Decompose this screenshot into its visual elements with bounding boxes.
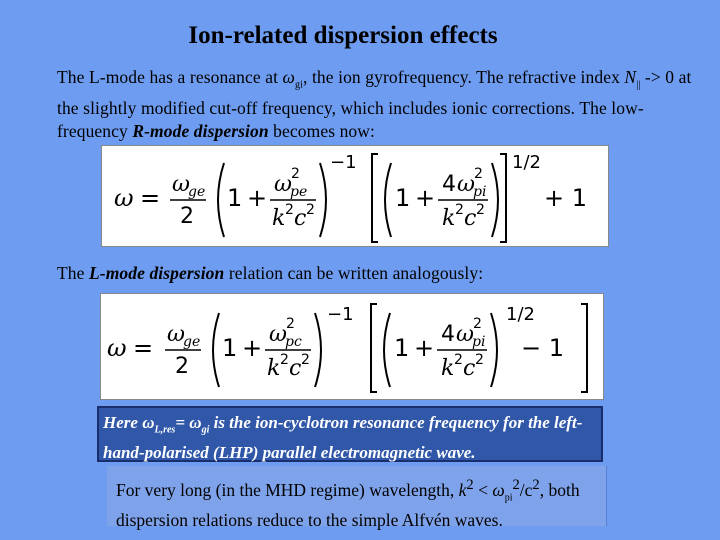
eq1-right-paren: [320, 163, 326, 237]
eq1-one-a: 1: [227, 184, 243, 212]
eq2-k-exp: 2: [280, 352, 289, 368]
eq2-two: 2: [175, 354, 189, 379]
l-mode-equation: [100, 293, 604, 400]
omega-symbol: ω: [282, 67, 296, 87]
conc-text-1: For very long (in the MHD regime) wavelength,: [116, 479, 459, 500]
eq2-omega-pc: ω: [269, 322, 287, 347]
eq1-plus-a: +: [247, 184, 268, 212]
eq1-outer-exp: −1: [330, 152, 357, 173]
eq1-equals: =: [140, 184, 161, 212]
eq2-right-paren: [315, 313, 321, 387]
eq1-omega-ge: ω: [172, 172, 190, 197]
r-mode-term: R-mode dispersion: [132, 120, 269, 141]
eq1-plus-b: +: [415, 184, 436, 212]
eq1-inner-right-paren: [492, 163, 498, 237]
eq1-ge-sub: ge: [188, 184, 206, 200]
eq2-pc-exp: 2: [286, 316, 295, 332]
eq1-k2-exp: 2: [455, 202, 464, 218]
slide-title: Ion-related dispersion effects: [188, 22, 498, 49]
conc-c-exp: 2: [532, 477, 540, 493]
l-mode-text-2: relation can be written analogously:: [224, 263, 484, 283]
eq2-omega: ω: [107, 334, 127, 362]
eq2-pi-sub: pi: [472, 334, 486, 350]
eq2-left-paren: [213, 313, 219, 387]
gi-subscript: gi: [295, 79, 303, 91]
eq2-omega-ge: ω: [167, 322, 185, 347]
eq1-c2-exp: 2: [476, 202, 485, 218]
conc-pi-sub: pi: [504, 492, 513, 504]
hl-text-1: Here: [103, 413, 143, 432]
eq2-k2-exp: 2: [454, 352, 463, 368]
l-mode-equation-svg: [101, 294, 603, 399]
eq2-tail: − 1: [521, 334, 565, 362]
eq1-c-exp: 2: [306, 202, 315, 218]
eq2-inner-left-paren: [384, 313, 390, 387]
l-mode-term: L-mode dispersion: [88, 263, 225, 283]
eq2-plus-b: +: [414, 334, 435, 362]
eq2-one-b: 1: [394, 334, 410, 362]
conclusion-box: [107, 466, 607, 531]
eq1-k2: k: [442, 206, 456, 231]
conc-lt: <: [473, 479, 493, 500]
resonance-highlight-box: [97, 406, 603, 462]
eq1-omega-pi: ω: [457, 172, 475, 197]
intro-text-4: becomes now:: [268, 120, 375, 141]
conc-text-2: , both dispersion relations reduce to the simple Alfvén waves.: [116, 479, 580, 531]
eq2-ge-sub: ge: [183, 334, 201, 350]
conc-slash-c: /c: [519, 479, 533, 500]
conc-k-exp: 2: [466, 477, 474, 493]
intro-text-3: -> 0 at the slightly modified cut-off frequency, which includes ionic corrections. The low-frequency: [57, 67, 692, 141]
eq1-two: 2: [180, 204, 194, 229]
eq1-k: k: [272, 206, 286, 231]
eq1-left-paren: [218, 163, 224, 237]
eq2-k: k: [267, 356, 281, 381]
eq1-pe-exp: 2: [291, 166, 300, 182]
l-mode-intro: [57, 262, 697, 285]
eq1-pe-sub: pe: [290, 184, 308, 200]
l-mode-text-1: The: [57, 263, 89, 283]
eq2-c-exp: 2: [301, 352, 310, 368]
eq1-half-exp: 1/2: [512, 152, 541, 173]
eq1-left-bracket: [372, 154, 378, 242]
eq2-pi-exp: 2: [473, 316, 482, 332]
eq2-half-exp: 1/2: [506, 304, 535, 325]
intro-text-1: The L-mode has a resonance at: [57, 67, 283, 87]
eq2-outer-exp: −1: [327, 304, 354, 325]
eq1-c2: c: [464, 206, 477, 231]
conc-omega: ω: [492, 479, 505, 500]
eq2-c2-exp: 2: [475, 352, 484, 368]
eq2-k2: k: [441, 356, 455, 381]
eq2-omega-pi: ω: [456, 322, 474, 347]
eq2-equals: =: [133, 334, 154, 362]
eq1-omega-pe: ω: [274, 172, 292, 197]
eq2-left-bracket: [371, 304, 377, 392]
eq2-c2: c: [463, 356, 476, 381]
eq1-pi-sub: pi: [473, 184, 487, 200]
eq2-one-a: 1: [222, 334, 238, 362]
eq1-right-bracket: [500, 154, 506, 242]
conc-k: k: [458, 479, 467, 500]
eq2-four: 4: [441, 322, 455, 347]
eq1-four: 4: [442, 172, 456, 197]
eq2-right-bracket: [581, 304, 587, 392]
r-mode-equation: [101, 145, 609, 247]
parallel-subscript: ||: [636, 79, 641, 91]
hl-text-2: =: [175, 413, 190, 432]
intro-paragraph: [57, 66, 697, 143]
eq2-inner-right-paren: [491, 313, 497, 387]
intro-text-2: , the ion gyrofrequency. The refractive index: [303, 67, 625, 87]
hl-omega2: ω: [189, 413, 202, 432]
eq2-pc-sub: pc: [285, 334, 302, 350]
eq1-inner-left-paren: [385, 163, 391, 237]
eq1-omega: ω: [114, 184, 134, 212]
eq1-c: c: [294, 206, 307, 231]
n-symbol: N: [624, 67, 637, 87]
eq2-plus-a: +: [242, 334, 263, 362]
hl-text-3: is the ion-cyclotron resonance frequency for the left-hand-polarised (LHP) parallel electromagnetic wave.: [103, 413, 583, 463]
eq1-tail: + 1: [544, 184, 588, 212]
eq2-c: c: [289, 356, 302, 381]
eq1-one-b: 1: [395, 184, 411, 212]
eq1-k-exp: 2: [285, 202, 294, 218]
hl-lres-sub: L,res: [154, 424, 176, 436]
hl-gi-sub: gi: [201, 424, 210, 436]
hl-omega: ω: [142, 413, 155, 432]
conc-pi-exp: 2: [512, 477, 520, 493]
eq1-pi-exp: 2: [474, 166, 483, 182]
r-mode-equation-svg: [102, 146, 608, 246]
